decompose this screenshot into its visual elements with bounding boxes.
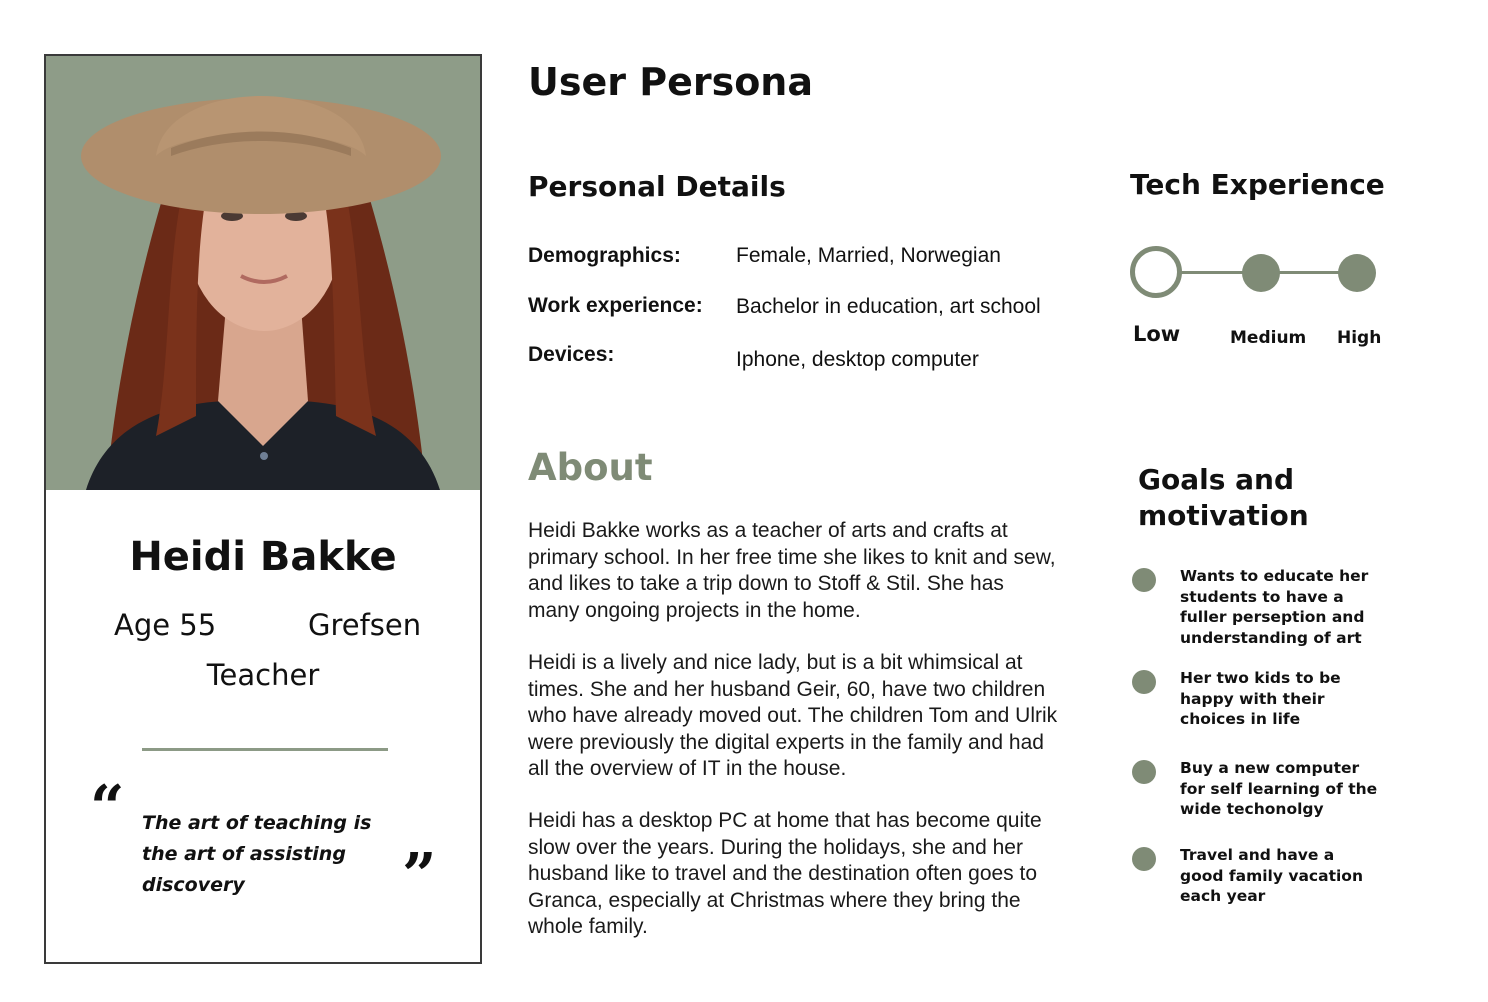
about-heading: About xyxy=(528,446,653,489)
goal-text: Wants to educate her students to have a fuller perseption and understanding of art xyxy=(1180,567,1369,647)
goal-text: Her two kids to be happy with their choices in life xyxy=(1180,669,1341,728)
bullet-icon xyxy=(1132,568,1156,592)
card-divider xyxy=(142,748,388,751)
close-quote-icon: ” xyxy=(402,841,437,911)
devices-value: Iphone, desktop computer xyxy=(736,348,979,371)
bullet-icon xyxy=(1132,847,1156,871)
work-experience-label: Work experience: xyxy=(528,294,703,317)
persona-photo xyxy=(46,56,480,490)
persona-portrait-image xyxy=(46,56,480,490)
scale-label-high: High xyxy=(1337,328,1382,348)
goal-text: Travel and have a good family vacation each year xyxy=(1180,846,1363,905)
bullet-icon xyxy=(1132,760,1156,784)
scale-label-low: Low xyxy=(1133,322,1181,346)
scale-dot-low-selected xyxy=(1130,246,1182,298)
persona-quote: The art of teaching is the art of assisting discovery xyxy=(142,812,372,896)
scale-dot-medium xyxy=(1242,254,1280,292)
persona-card xyxy=(44,54,482,964)
about-paragraph-3: Heidi has a desktop PC at home that has become quite slow over the years. During the holidays, she and her husband like to travel and the destination often goes to Granca, especially at Christmas where they bring the whole family. xyxy=(528,809,1042,938)
persona-occupation: Teacher xyxy=(206,658,320,692)
persona-name: Heidi Bakke xyxy=(129,534,397,580)
demographics-label: Demographics: xyxy=(528,244,681,267)
persona-location: Grefsen xyxy=(308,608,422,642)
work-experience-value: Bachelor in education, art school xyxy=(736,295,1041,318)
devices-label: Devices: xyxy=(528,343,615,366)
tech-experience-heading: Tech Experience xyxy=(1130,168,1385,201)
scale-dot-high xyxy=(1338,254,1376,292)
about-paragraph-1: Heidi Bakke works as a teacher of arts and crafts at primary school. In her free time she likes to knit and sew, and likes to take a trip down to Stoff & Stil. She has many ongoing projects in the home. xyxy=(528,519,1056,622)
page-title: User Persona xyxy=(528,60,813,104)
demographics-value: Female, Married, Norwegian xyxy=(736,244,1001,267)
persona-age: Age 55 xyxy=(114,608,217,642)
personal-details-heading: Personal Details xyxy=(528,170,786,203)
goals-heading: Goals and motivation xyxy=(1138,463,1309,532)
about-paragraph-2: Heidi is a lively and nice lady, but is a bit whimsical at times. She and her husband Geir, 60, have two children who have already moved out. The children Tom and Ulrik were previously the digital experts in the family and had all the overview of IT in the house. xyxy=(528,651,1058,780)
tech-experience-scale xyxy=(1126,244,1386,304)
scale-label-medium: Medium xyxy=(1230,328,1307,348)
goal-text: Buy a new computer for self learning of the wide techonolgy xyxy=(1180,759,1378,818)
open-quote-icon: “ xyxy=(90,773,125,843)
bullet-icon xyxy=(1132,670,1156,694)
